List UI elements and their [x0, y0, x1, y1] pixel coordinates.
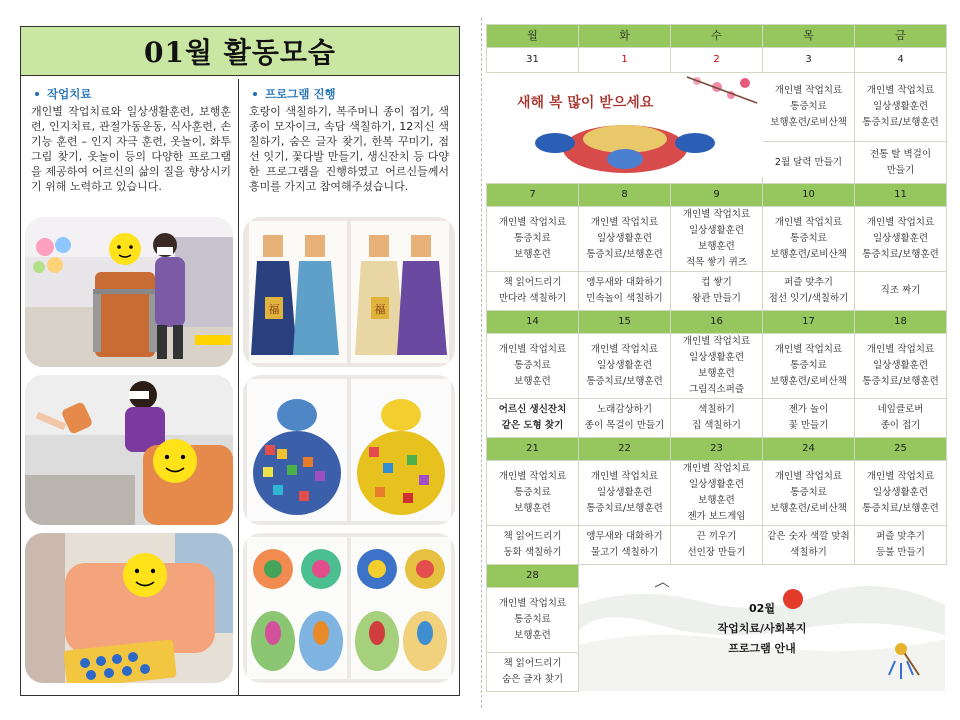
program-cell: 어르신 생신잔치 같은 도형 찾기	[487, 399, 579, 438]
activity-cell: 개인별 작업치료 일상생활훈련 통증치료/보행훈련	[855, 207, 947, 272]
weekday-tue: 화	[579, 25, 671, 48]
day-number: 18	[855, 311, 947, 334]
program-cell: 컵 쌓기 왕관 만들기	[671, 272, 763, 311]
program-cell: 퍼즐 맞추기 점선 잇기/색칠하기	[763, 272, 855, 311]
occupational-body: 개인별 작업치료와 일상생활훈련, 보행훈련, 인지치료, 관절가동운동, 식사훈련, 손 기능 훈련 – 인지 자극 훈련, 옷놀이, 화투 그림 찾기, 옷놀이 등의 다양한 프로그램을 제공하여 어르신의 삶의 질을 향상시키기 위해 노력하고 있습니다.	[31, 105, 231, 193]
day-number: 21	[487, 438, 579, 461]
day-number: 15	[579, 311, 671, 334]
week-5-days	[487, 565, 947, 588]
program-cell: 앵무새와 대화하기 물고기 색칠하기	[579, 526, 671, 565]
activity-cell: 개인별 작업치료 통증치료 보행훈련/로비산책	[763, 73, 855, 142]
program-cell: 책 읽어드리기 동화 색칠하기	[487, 526, 579, 565]
program-cell: 전통 탈 벽걸이 만들기	[855, 142, 947, 184]
activity-cell: 개인별 작업치료 일상생활훈련 통증치료/보행훈련	[579, 461, 671, 526]
weekday-thu: 목	[763, 25, 855, 48]
weekday-fri: 금	[855, 25, 947, 48]
walking-training-photo	[25, 217, 233, 367]
program-body: 호랑이 색칠하기, 복주머니 종이 접기, 색종이 모자이크, 속담 색칠하기, 12지신 색칠하기, 숨은 글자 찾기, 한복 꾸미기, 점선 잇기, 꽃다발 만들기, 생신잔치 등 다양한 프로그램을 진행하였고 어르신들께서 흥미를 가지고 참여해주셨습니다.	[249, 105, 449, 193]
week-3-days	[487, 311, 947, 334]
week-1-activities	[487, 73, 947, 142]
day-number: 9	[671, 184, 763, 207]
activity-cell: 개인별 작업치료 통증치료 보행훈련	[487, 461, 579, 526]
week-3-activities	[487, 334, 947, 399]
fu-character: 福	[374, 303, 386, 316]
day-number: 14	[487, 311, 579, 334]
greeting-text: 새해 복 많이 받으세요	[516, 95, 653, 111]
activity-cell: 개인별 작업치료 통증치료 보행훈련/로비산책	[763, 334, 855, 399]
activity-report-panel	[20, 26, 460, 696]
activity-cell: 개인별 작업치료 통증치료 보행훈련/로비산책	[763, 461, 855, 526]
weekday-header-row	[487, 25, 947, 48]
program-cell: 책 읽어드리기 숨은 글자 찾기	[487, 653, 579, 692]
program-cell: 젠가 놀이 꽃 만들기	[763, 399, 855, 438]
day-number: 16	[671, 311, 763, 334]
arm-exercise-photo	[25, 375, 233, 525]
promo-month: 02월	[749, 602, 775, 615]
activity-cell: 개인별 작업치료 통증치료 보행훈련	[487, 588, 579, 653]
week-1-days	[487, 48, 947, 73]
program-cell: 직조 짜기	[855, 272, 947, 311]
weekday-wed: 수	[671, 25, 763, 48]
program-cell: 끈 끼우기 선인장 만들기	[671, 526, 763, 565]
program-cell: 같은 숫자 색깔 맞춰 색칠하기	[763, 526, 855, 565]
day-number: 25	[855, 438, 947, 461]
day-number: 24	[763, 438, 855, 461]
program-section	[249, 87, 449, 194]
activity-cell: 개인별 작업치료 통증치료 보행훈련/로비산책	[763, 207, 855, 272]
column-divider	[238, 79, 239, 696]
day-number: 10	[763, 184, 855, 207]
program-heading: 프로그램 진행	[265, 87, 336, 101]
program-cell: 퍼즐 맞추기 등불 만들기	[855, 526, 947, 565]
program-cell: 노래감상하기 종이 목걸이 만들기	[579, 399, 671, 438]
mosaic-beetle-photo	[243, 375, 455, 525]
program-cell: 네잎클로버 종이 접기	[855, 399, 947, 438]
next-month-promo	[579, 565, 947, 692]
page-separator	[481, 18, 482, 708]
program-cell: 색칠하기 집 색칠하기	[671, 399, 763, 438]
week-4-days	[487, 438, 947, 461]
activity-cell: 개인별 작업치료 일상생활훈련 통증치료/보행훈련	[855, 73, 947, 142]
new-year-card-image	[487, 73, 763, 177]
new-year-greeting-card	[487, 73, 763, 184]
monthly-calendar	[486, 24, 947, 692]
day-number: 4	[855, 48, 947, 73]
fu-character: 福	[268, 303, 280, 316]
day-number: 7	[487, 184, 579, 207]
program-cell: 2월 달력 만들기	[763, 142, 855, 184]
program-cell: 앵무새와 대화하기 민속놀이 색칠하기	[579, 272, 671, 311]
occupational-heading: 작업치료	[47, 87, 92, 101]
day-number-holiday: 2	[671, 48, 763, 73]
activity-cell: 개인별 작업치료 일상생활훈련 보행훈련 젠가 보드게임	[671, 461, 763, 526]
week-4-programs	[487, 526, 947, 565]
activity-cell: 개인별 작업치료 일상생활훈련 보행훈련 적목 쌓기 퀴즈	[671, 207, 763, 272]
promo-title: 프로그램 안내	[728, 642, 796, 655]
activity-cell: 개인별 작업치료 일상생활훈련 통증치료/보행훈련	[855, 461, 947, 526]
day-number-holiday: 1	[579, 48, 671, 73]
week-3-programs	[487, 399, 947, 438]
day-number: 11	[855, 184, 947, 207]
bullet-icon	[253, 92, 257, 96]
week-4-activities	[487, 461, 947, 526]
day-number: 31	[487, 48, 579, 73]
promo-department: 작업치료/사회복지	[717, 622, 807, 635]
day-number: 22	[579, 438, 671, 461]
page-title-box	[21, 27, 459, 76]
program-cell: 책 읽어드리기 만다라 색칠하기	[487, 272, 579, 311]
board-game-photo	[25, 533, 233, 683]
weekday-mon: 월	[487, 25, 579, 48]
hanbok-coloring-photo	[243, 217, 455, 367]
bullet-icon	[35, 92, 39, 96]
day-number: 17	[763, 311, 855, 334]
week-2-days	[487, 184, 947, 207]
day-number: 23	[671, 438, 763, 461]
day-number: 28	[487, 565, 579, 588]
activity-cell: 개인별 작업치료 통증치료 보행훈련	[487, 334, 579, 399]
week-2-programs	[487, 272, 947, 311]
activity-cell: 개인별 작업치료 통증치료 보행훈련	[487, 207, 579, 272]
activity-cell: 개인별 작업치료 일상생활훈련 통증치료/보행훈련	[579, 207, 671, 272]
activity-cell: 개인별 작업치료 일상생활훈련 보행훈련 그림직소퍼즐	[671, 334, 763, 399]
week-2-activities	[487, 207, 947, 272]
day-number: 8	[579, 184, 671, 207]
occupational-therapy-section	[31, 87, 231, 194]
activity-cell: 개인별 작업치료 일상생활훈련 통증치료/보행훈련	[579, 334, 671, 399]
day-number: 3	[763, 48, 855, 73]
mandala-coloring-photo	[243, 533, 455, 683]
page-title: 01월 활동모습	[144, 36, 336, 69]
activity-cell: 개인별 작업치료 일상생활훈련 통증치료/보행훈련	[855, 334, 947, 399]
